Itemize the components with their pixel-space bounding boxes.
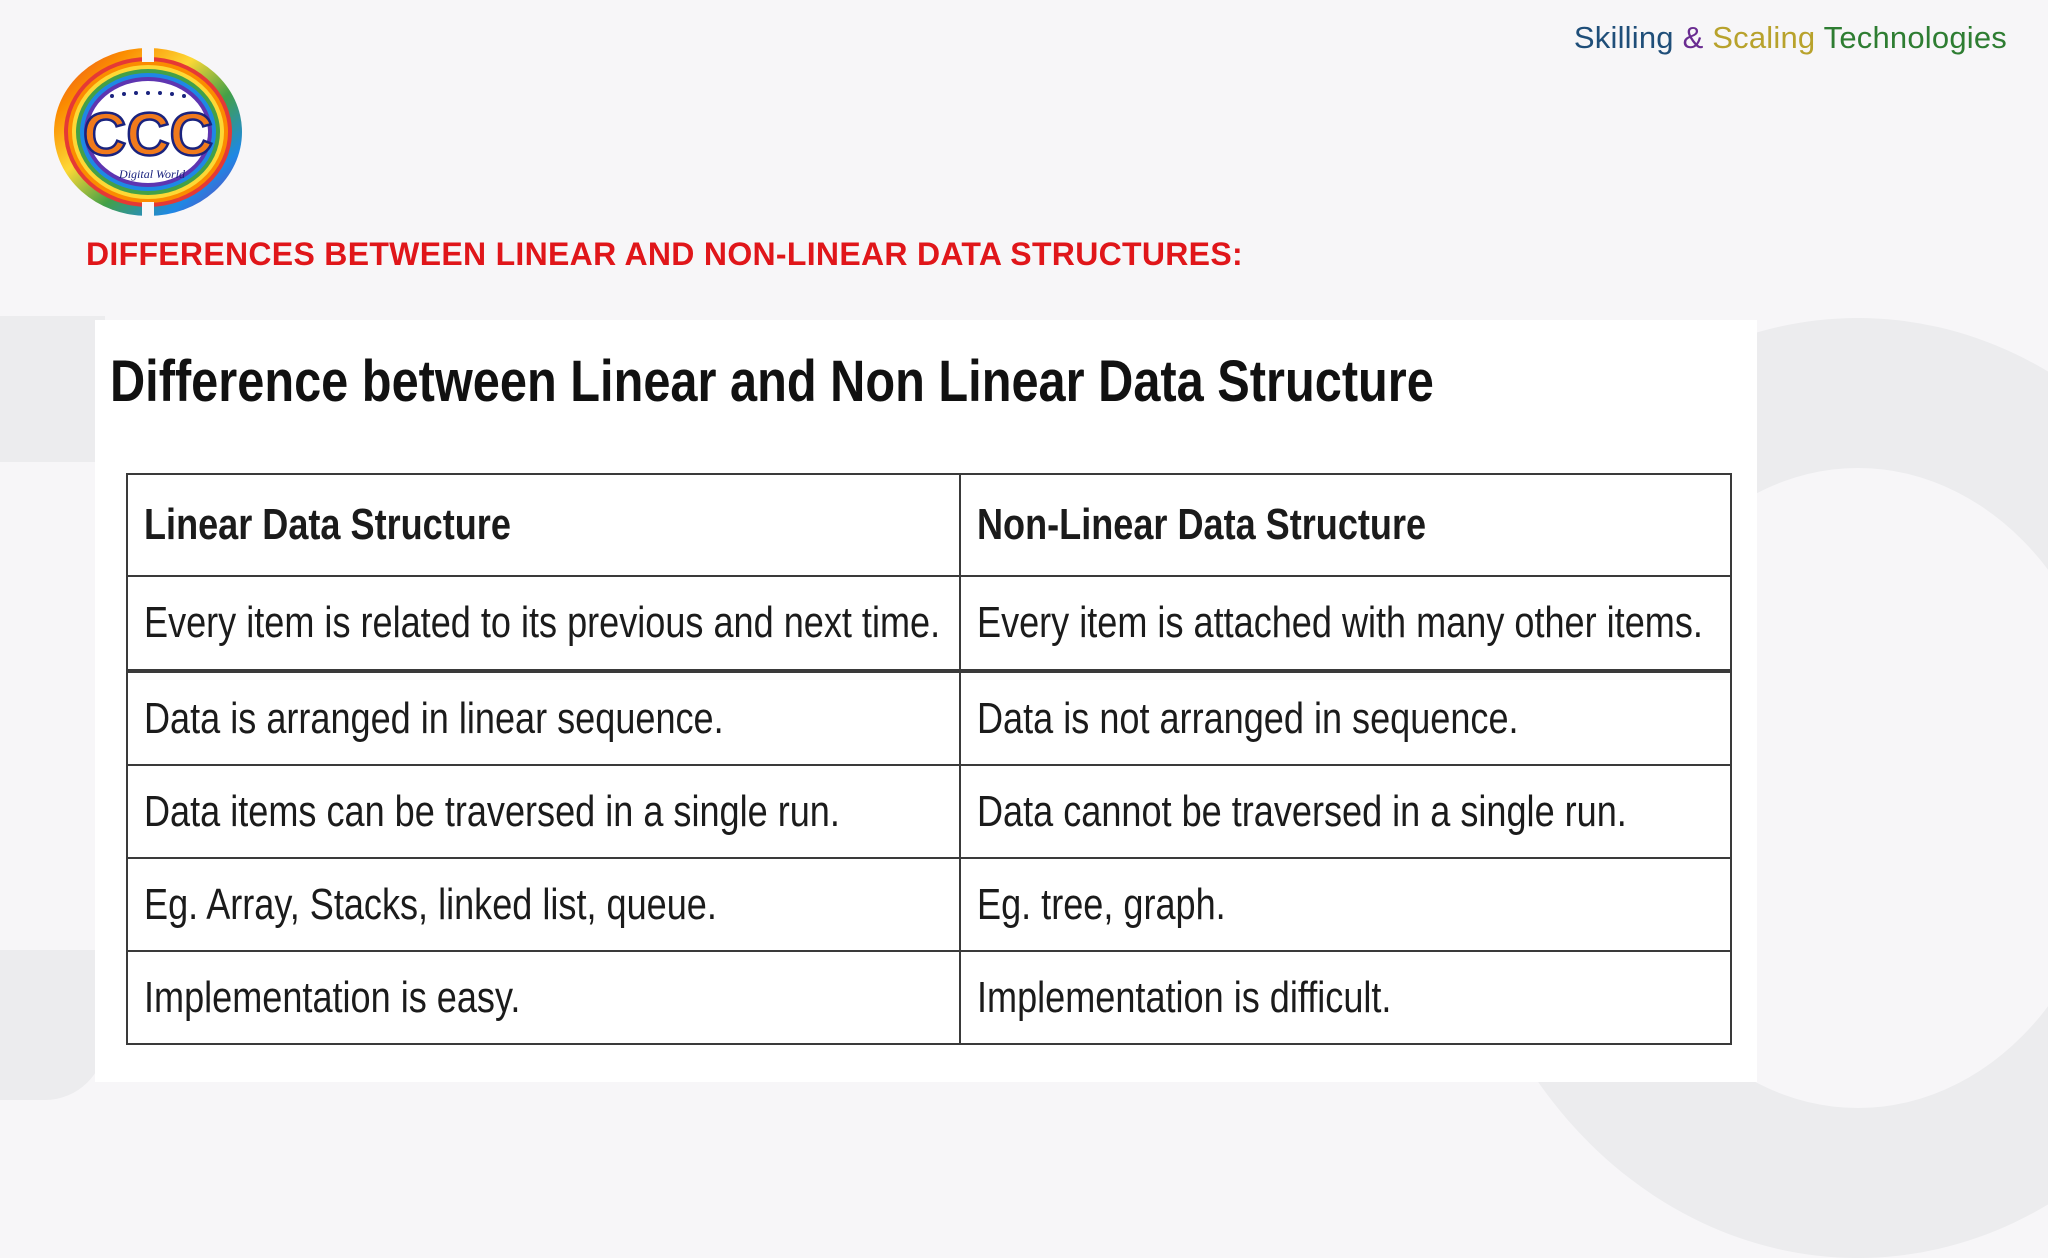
logo-letters: CCC xyxy=(83,101,213,168)
cell-linear: Eg. Array, Stacks, linked list, queue. xyxy=(127,858,960,951)
brand-word-skilling: Skilling xyxy=(1573,20,1674,55)
page-heading: DIFFERENCES BETWEEN LINEAR AND NON-LINEAR DATA STRUCTURES: xyxy=(86,236,1243,272)
table-row xyxy=(127,671,1731,765)
brand-ampersand: & xyxy=(1682,20,1704,55)
brand-word-scaling: Scaling xyxy=(1712,20,1816,55)
ccc-logo xyxy=(48,44,248,220)
cell-linear: Every item is related to its previous and next time. xyxy=(127,576,960,671)
cell-non-linear: Implementation is difficult. xyxy=(960,951,1731,1044)
header-linear: Linear Data Structure xyxy=(127,474,960,576)
cell-non-linear: Every item is attached with many other items. xyxy=(960,576,1731,671)
brand-word-technologies: Technologies xyxy=(1823,20,2007,55)
cell-non-linear: Eg. tree, graph. xyxy=(960,858,1731,951)
header-non-linear: Non-Linear Data Structure xyxy=(960,474,1731,576)
table-title: Difference between Linear and Non Linear Data Structure xyxy=(110,349,1434,414)
cell-non-linear: Data cannot be traversed in a single run. xyxy=(960,765,1731,858)
cell-linear: Data is arranged in linear sequence. xyxy=(127,671,960,765)
table-header-row xyxy=(127,474,1731,576)
table-row xyxy=(127,576,1731,671)
watermark-shape xyxy=(0,950,105,1100)
cell-linear: Data items can be traversed in a single run. xyxy=(127,765,960,858)
table-row xyxy=(127,951,1731,1044)
cell-non-linear: Data is not arranged in sequence. xyxy=(960,671,1731,765)
brand-tagline xyxy=(1574,20,2007,56)
cell-linear: Implementation is easy. xyxy=(127,951,960,1044)
logo-tagline: Digital World xyxy=(119,167,185,181)
watermark-shape xyxy=(0,316,105,462)
table-row xyxy=(127,765,1731,858)
table-row xyxy=(127,858,1731,951)
comparison-table xyxy=(126,473,1732,1045)
